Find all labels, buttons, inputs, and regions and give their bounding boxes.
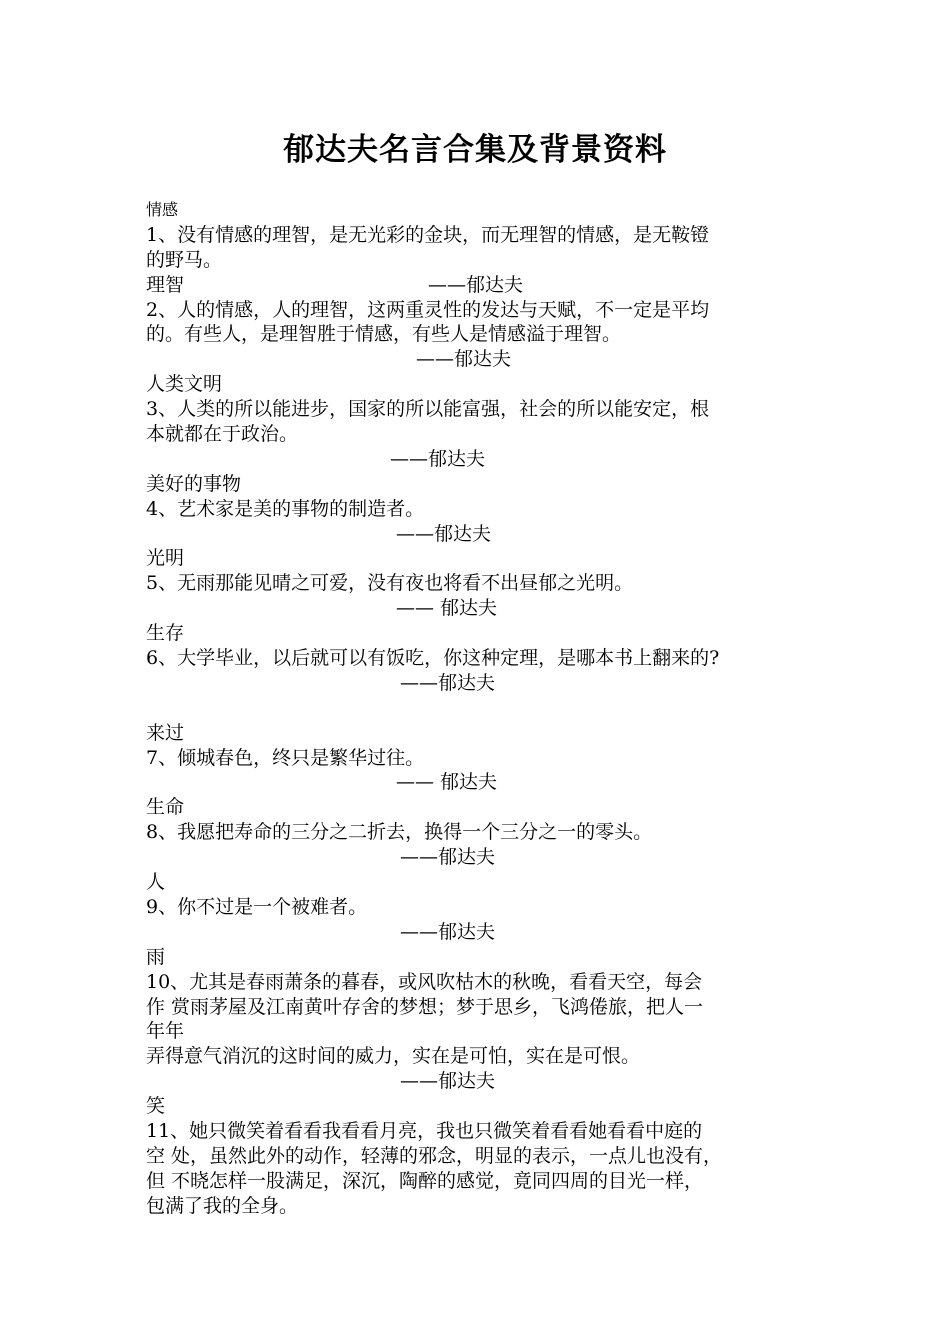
quote-topic: 人类文明	[146, 373, 223, 396]
quote-attribution: ——郁达夫	[416, 348, 512, 371]
quote-text: 11、她只微笑着看看我看看月亮，我也只微笑着看看她看看中庭的	[146, 1119, 703, 1142]
quote-list	[146, 198, 826, 1219]
quote-text: 包满了我的全身。	[146, 1194, 299, 1217]
quote-attribution: ——郁达夫	[400, 1070, 496, 1093]
quote-attribution: —— 郁达夫	[396, 597, 498, 620]
quote-text: 3、人类的所以能进步，国家的所以能富强，社会的所以能安定，根	[146, 398, 710, 421]
quote-text: 作 赏雨茅屋及江南黄叶存舍的梦想；梦于思乡，飞鸿倦旅，把人一	[146, 995, 704, 1018]
quote-text: 弄得意气消沉的这时间的威力，实在是可怕，实在是可恨。	[146, 1045, 641, 1068]
quote-topic: 理智	[146, 273, 185, 296]
quote-attribution: ——郁达夫	[400, 671, 496, 694]
quote-attribution-row	[146, 845, 826, 870]
quote-topic: 生存	[146, 622, 185, 645]
quote-text: 的。有些人，是理智胜于情感，有些人是情感溢于理智。	[146, 323, 622, 346]
quote-text: 4、艺术家是美的事物的制造者。	[146, 497, 425, 520]
quote-text: 但 不晓怎样一股满足，深沉，陶醉的感觉，竟同四周的目光一样，	[146, 1169, 704, 1192]
quote-text: 的野马。	[146, 248, 223, 271]
quote-attribution-row	[146, 522, 826, 547]
quote-attribution: ——郁达夫	[400, 920, 496, 943]
quote-attribution-row	[146, 920, 826, 945]
quote-attribution-row	[146, 671, 826, 696]
quote-text: 6、大学毕业，以后就可以有饭吃，你这种定理，是哪本书上翻来的?	[146, 647, 720, 670]
quote-topic: 人	[146, 871, 166, 894]
blank-line	[146, 696, 826, 721]
quote-topic: 来过	[146, 721, 185, 744]
quote-text: 1、没有情感的理智，是无光彩的金块，而无理智的情感，是无鞍镫	[146, 223, 710, 246]
quote-attribution: —— 郁达夫	[396, 771, 498, 794]
quote-attribution-row	[146, 1069, 826, 1094]
quote-attribution-row	[146, 347, 826, 372]
quote-attribution: ——郁达夫	[396, 522, 492, 545]
quote-topic: 光明	[146, 547, 185, 570]
quote-text: 10、尤其是春雨萧条的暮春，或风吹枯木的秋晚，看看天空，每会	[146, 970, 703, 993]
quote-text: 5、无雨那能见晴之可爱，没有夜也将看不出昼郁之光明。	[146, 572, 634, 595]
quote-topic-row	[146, 273, 826, 298]
quote-text: 9、你不过是一个被难者。	[146, 895, 368, 918]
quote-text: 7、倾城春色，终只是繁华过往。	[146, 746, 425, 769]
quote-text: 8、我愿把寿命的三分之二折去，换得一个三分之一的零头。	[146, 821, 653, 844]
quote-attribution-row	[146, 447, 826, 472]
quote-topic: 笑	[146, 1095, 166, 1118]
quote-topic: 情感	[146, 200, 179, 219]
quote-attribution: ——郁达夫	[390, 447, 486, 470]
quote-text: 年年	[146, 1020, 185, 1043]
quote-attribution-row	[146, 770, 826, 795]
quote-attribution-row	[146, 596, 826, 621]
quote-attribution: ——郁达夫	[428, 273, 524, 296]
quote-attribution: ——郁达夫	[400, 846, 496, 869]
quote-topic: 雨	[146, 945, 166, 968]
quote-text: 空 处，虽然此外的动作，轻薄的邪念，明显的表示，一点儿也没有，	[146, 1144, 723, 1167]
quote-topic: 美好的事物	[146, 472, 242, 495]
quote-text: 本就都在于政治。	[146, 423, 299, 446]
quote-topic: 生命	[146, 796, 185, 819]
page-title: 郁达夫名言合集及背景资料	[283, 132, 667, 168]
quote-text: 2、人的情感，人的理智，这两重灵性的发达与天赋，不一定是平均	[146, 298, 710, 321]
